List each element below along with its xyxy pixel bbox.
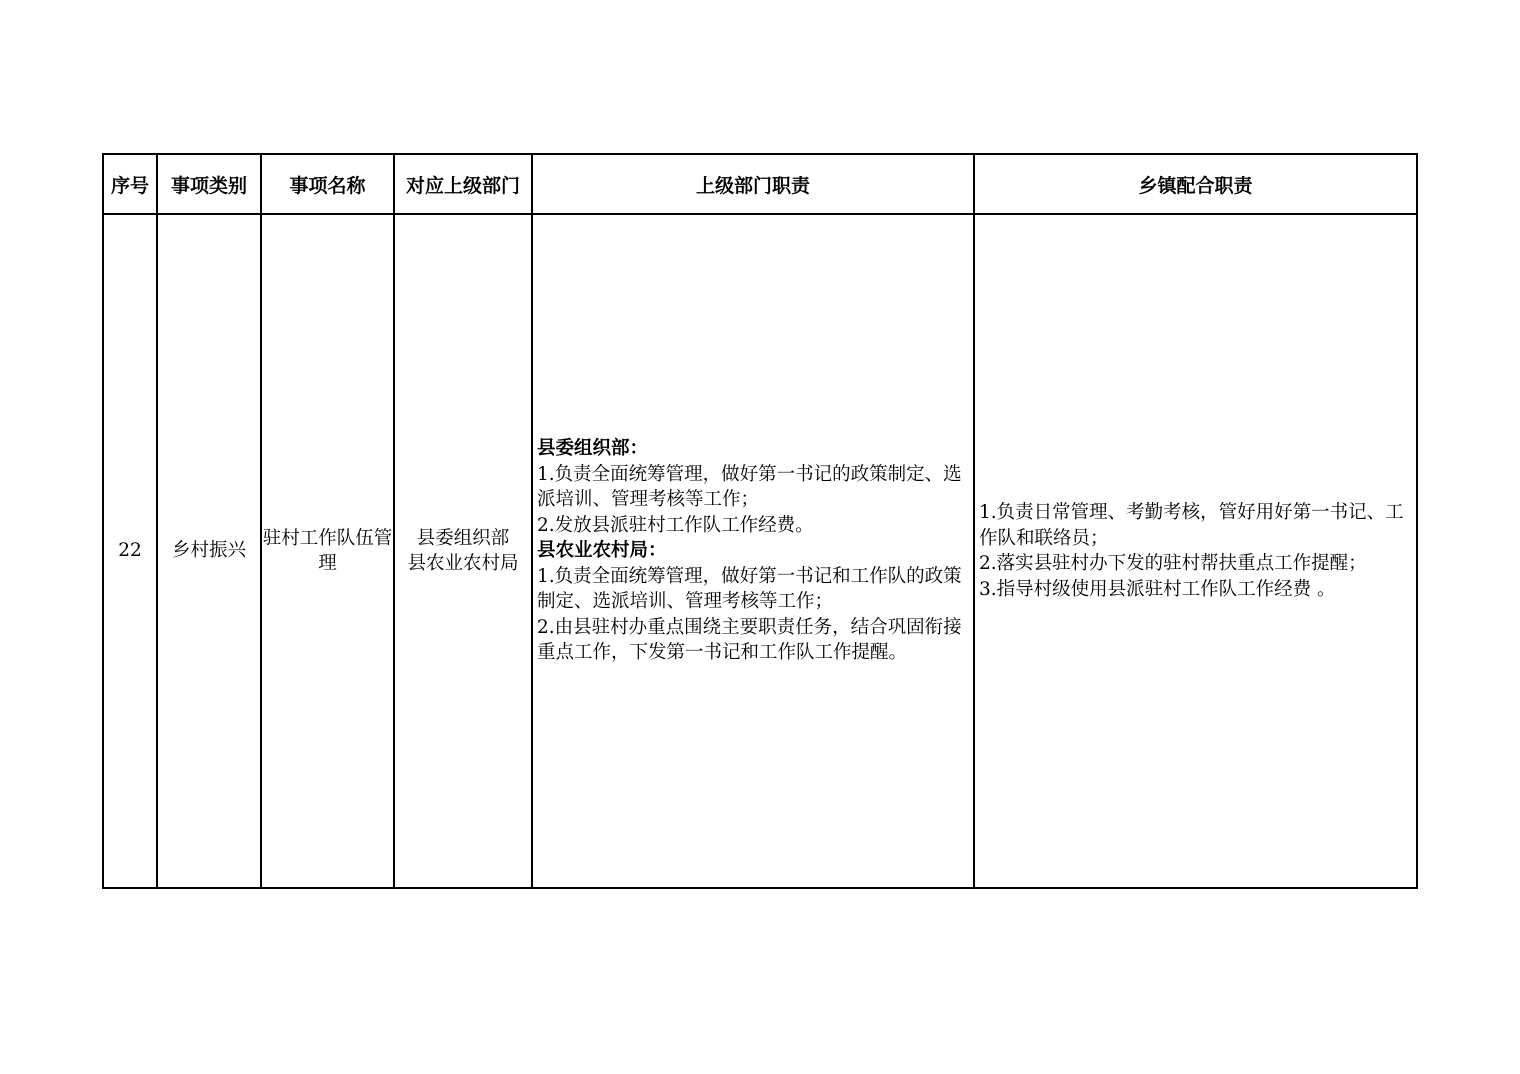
header-category: 事项类别 <box>157 154 261 214</box>
header-item-name: 事项名称 <box>261 154 394 214</box>
duty-item: 1.负责全面统筹管理，做好第一书记和工作队的政策制定、选派培训、管理考核等工作； <box>537 565 962 613</box>
duty-section-dept: 县农业农村局： <box>537 540 667 562</box>
header-seq: 序号 <box>103 154 157 214</box>
cell-superior-duty <box>532 214 974 888</box>
header-superior-dept: 对应上级部门 <box>394 154 532 214</box>
header-row <box>103 154 1417 214</box>
town-duty-item: 3.指导村级使用县派驻村工作队工作经费 。 <box>979 578 1336 600</box>
superior-dept-1: 县委组织部 <box>416 527 510 549</box>
town-duty-item: 2.落实县驻村办下发的驻村帮扶重点工作提醒； <box>979 553 1367 574</box>
duty-section-dept: 县委组织部： <box>537 438 649 460</box>
town-duty-item: 1.负责日常管理、考勤考核，管好用好第一书记、工作队和联络员； <box>979 502 1404 549</box>
table-row <box>103 214 1417 888</box>
cell-category: 乡村振兴 <box>157 214 261 888</box>
header-town-duty: 乡镇配合职责 <box>974 154 1417 214</box>
cell-town-duty <box>974 214 1417 888</box>
cell-superior-dept <box>394 214 532 888</box>
cell-seq: 22 <box>103 214 157 888</box>
duty-item: 2.发放县派驻村工作队工作经费。 <box>537 514 814 536</box>
duty-table <box>102 153 1418 889</box>
superior-dept-2: 县农业农村局 <box>407 553 519 574</box>
duty-item: 2.由县驻村办重点围绕主要职责任务，结合巩固衔接重点工作，下发第一书记和工作队工作提醒。 <box>537 616 962 664</box>
duty-item: 1.负责全面统筹管理，做好第一书记的政策制定、选派培训、管理考核等工作； <box>537 463 962 511</box>
cell-item-name: 驻村工作队伍管理 <box>261 214 394 888</box>
header-superior-duty: 上级部门职责 <box>532 154 974 214</box>
